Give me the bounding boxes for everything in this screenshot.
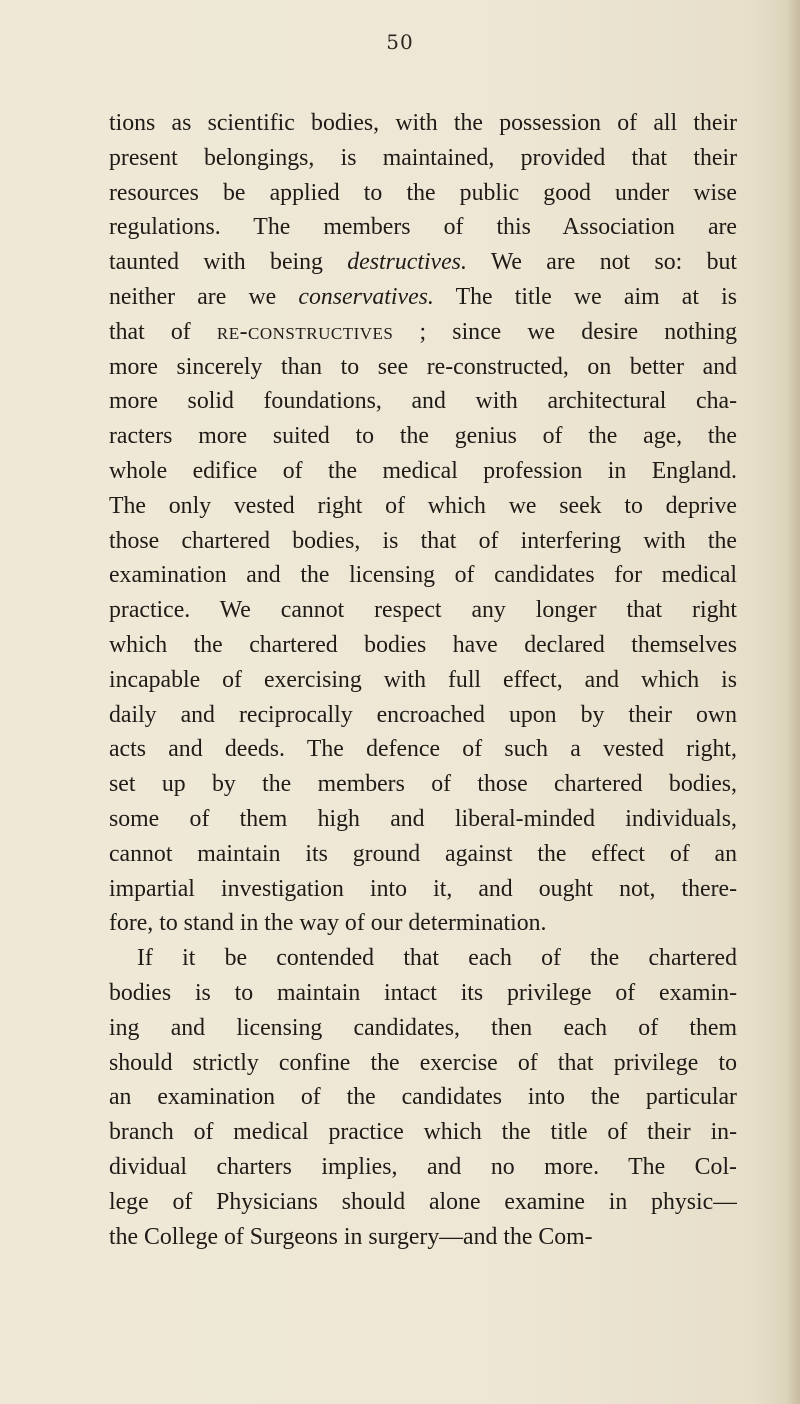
text-line	[109, 245, 737, 280]
text-line	[109, 628, 737, 663]
text-line	[109, 141, 737, 176]
text-run: more sincerely than to see re-constructed, on better and	[109, 353, 737, 380]
text-run: racters more suited to the genius of the age, the	[109, 423, 737, 450]
text-line	[109, 1185, 737, 1220]
text-run: ing and licensing candidates, then each of them	[109, 1014, 737, 1041]
text-line	[109, 419, 737, 454]
text-run: ; since we desire nothing	[393, 318, 737, 345]
text-run: present belongings, is maintained, provided that their	[109, 144, 737, 171]
text-line	[109, 106, 737, 141]
text-line	[109, 1011, 737, 1046]
text-line	[109, 1220, 737, 1255]
text-run: We are not so: but	[466, 249, 737, 276]
text-line	[109, 558, 737, 593]
page-number: 50	[386, 30, 414, 54]
text-run: should strictly confine the exercise of that privilege to	[109, 1049, 737, 1076]
text-run: an examination of the candidates into the particular	[109, 1084, 737, 1111]
text-run: that of	[109, 318, 217, 345]
text-run: practice. We cannot respect any longer that right	[109, 597, 737, 624]
text-line	[109, 976, 737, 1011]
text-run: If it be contended that each of the chartered	[137, 945, 737, 972]
body-text	[109, 106, 737, 1254]
text-line	[109, 384, 737, 419]
text-line	[109, 1080, 737, 1115]
text-run: bodies is to maintain intact its privilege of examin-	[109, 979, 737, 1006]
text-line	[109, 941, 737, 976]
text-line	[109, 454, 737, 489]
text-line	[109, 732, 737, 767]
text-run: more solid foundations, and with architectural cha-	[109, 388, 737, 415]
text-run: The only vested right of which we seek to deprive	[109, 492, 737, 519]
text-run: branch of medical practice which the title of their in-	[109, 1119, 737, 1146]
text-run: those chartered bodies, is that of interfering with the	[109, 527, 737, 554]
text-run: daily and reciprocally encroached upon by their own	[109, 701, 737, 728]
text-line	[109, 489, 737, 524]
page-edge-shadow	[786, 0, 800, 1404]
text-run: regulations. The members of this Association are	[109, 214, 737, 241]
text-run: incapable of exercising with full effect, and which is	[109, 666, 737, 693]
text-line	[109, 767, 737, 802]
text-line	[109, 315, 737, 350]
text-run: acts and deeds. The defence of such a vested right,	[109, 736, 737, 763]
text-run: whole edifice of the medical profession in England.	[109, 457, 737, 484]
italic-term: conservatives.	[298, 283, 434, 310]
text-run: fore, to stand in the way of our determination.	[109, 910, 547, 937]
text-run: dividual charters implies, and no more. The Col-	[109, 1153, 737, 1180]
text-line	[109, 837, 737, 872]
text-run: examination and the licensing of candidates for medical	[109, 562, 737, 589]
text-run: cannot maintain its ground against the effect of an	[109, 840, 737, 867]
text-run: set up by the members of those chartered bodies,	[109, 771, 737, 798]
text-line	[109, 350, 737, 385]
text-run: the College of Surgeons in surgery—and the Com-	[109, 1223, 593, 1250]
text-line	[109, 698, 737, 733]
text-line	[109, 1046, 737, 1081]
text-line	[109, 872, 737, 907]
text-line	[109, 1115, 737, 1150]
text-line	[109, 1150, 737, 1185]
text-run: resources be applied to the public good under wise	[109, 179, 737, 206]
text-line	[109, 593, 737, 628]
text-run: neither are we	[109, 283, 299, 310]
text-run: The title we aim at is	[433, 283, 737, 310]
text-run: some of them high and liberal-minded individuals,	[109, 805, 737, 832]
text-line	[109, 176, 737, 211]
text-line	[109, 906, 737, 941]
text-run: which the chartered bodies have declared themselves	[109, 631, 737, 658]
text-line	[109, 524, 737, 559]
text-line	[109, 210, 737, 245]
text-run: impartial investigation into it, and ought not, there-	[109, 875, 737, 902]
text-line	[109, 280, 737, 315]
text-line	[109, 802, 737, 837]
text-run: lege of Physicians should alone examine in physic—	[109, 1188, 737, 1215]
text-line	[109, 663, 737, 698]
italic-term: destructives.	[347, 249, 467, 276]
text-run: taunted with being	[109, 249, 348, 276]
text-run: tions as scientific bodies, with the possession of all their	[109, 110, 737, 136]
small-caps-term: re-constructives	[216, 318, 394, 345]
